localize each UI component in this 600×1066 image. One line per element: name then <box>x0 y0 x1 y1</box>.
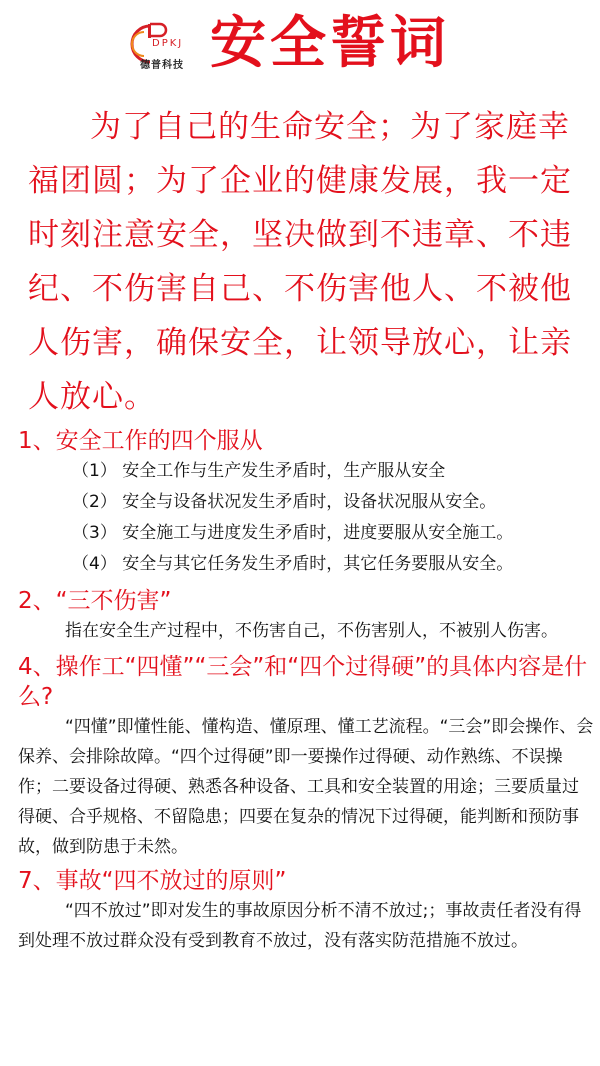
section-body: “四不放过”即对发生的事故原因分析不清不放过;；事故责任者没有得到处理不放过群众没有受到教育不放过，没有落实防范措施不放过。 <box>18 901 582 951</box>
list-item: （4） 安全与其它任务发生矛盾时，其它任务要服从安全。 <box>72 554 514 574</box>
list-item: （1） 安全工作与生产发生矛盾时，生产服从安全 <box>72 461 446 481</box>
section-three-no-harm <box>18 586 594 646</box>
header <box>0 0 600 80</box>
section-heading: 7、事故“四不放过的原则” <box>18 868 287 894</box>
section-heading: 2、“三不伤害” <box>18 588 172 614</box>
oath-text: 为了自己的生命安全；为了家庭幸福团圆；为了企业的健康发展，我一定时刻注意安全，坚决做到不违章、不违纪、不伤害自己、不伤害他人、不被他人伤害，确保安全，让领导放心，让亲人放心。 <box>28 109 572 415</box>
list-item: （3） 安全施工与进度发生矛盾时，进度要服从安全施工。 <box>72 523 514 543</box>
company-logo <box>130 20 198 72</box>
section-body: 指在安全生产过程中，不伤害自己，不伤害别人，不被别人伤害。 <box>65 621 558 641</box>
logo-brand-name: 德普科技 <box>140 60 184 71</box>
section-heading: 1、安全工作的四个服从 <box>18 428 263 454</box>
section-four-obeys <box>18 426 594 580</box>
section-body: “四懂”即懂性能、懂构造、懂原理、懂工艺流程。“三会”即会操作、会保养、会排除故障。“四个过得硬”即一要操作过得硬、动作熟练、不误操作；二要设备过得硬、熟悉各种设备、工具和安全装置的用途；三要质量过得硬、合乎规格、不留隐患；四要在复杂的情况下过得硬，能判断和预防事故，做到防患于未然。 <box>18 717 594 857</box>
page-title: 安全誓词 <box>210 11 450 76</box>
list-item: （2） 安全与设备状况发生矛盾时，设备状况服从安全。 <box>72 492 497 512</box>
logo-abbreviation: DPKJ <box>152 38 184 49</box>
section-four-no-pass <box>18 866 594 956</box>
section-heading: 4、操作工“四懂”“三会”和“四个过得硬”的具体内容是什么? <box>18 654 588 710</box>
section-operator-requirements <box>18 652 594 862</box>
content-body <box>18 426 594 956</box>
